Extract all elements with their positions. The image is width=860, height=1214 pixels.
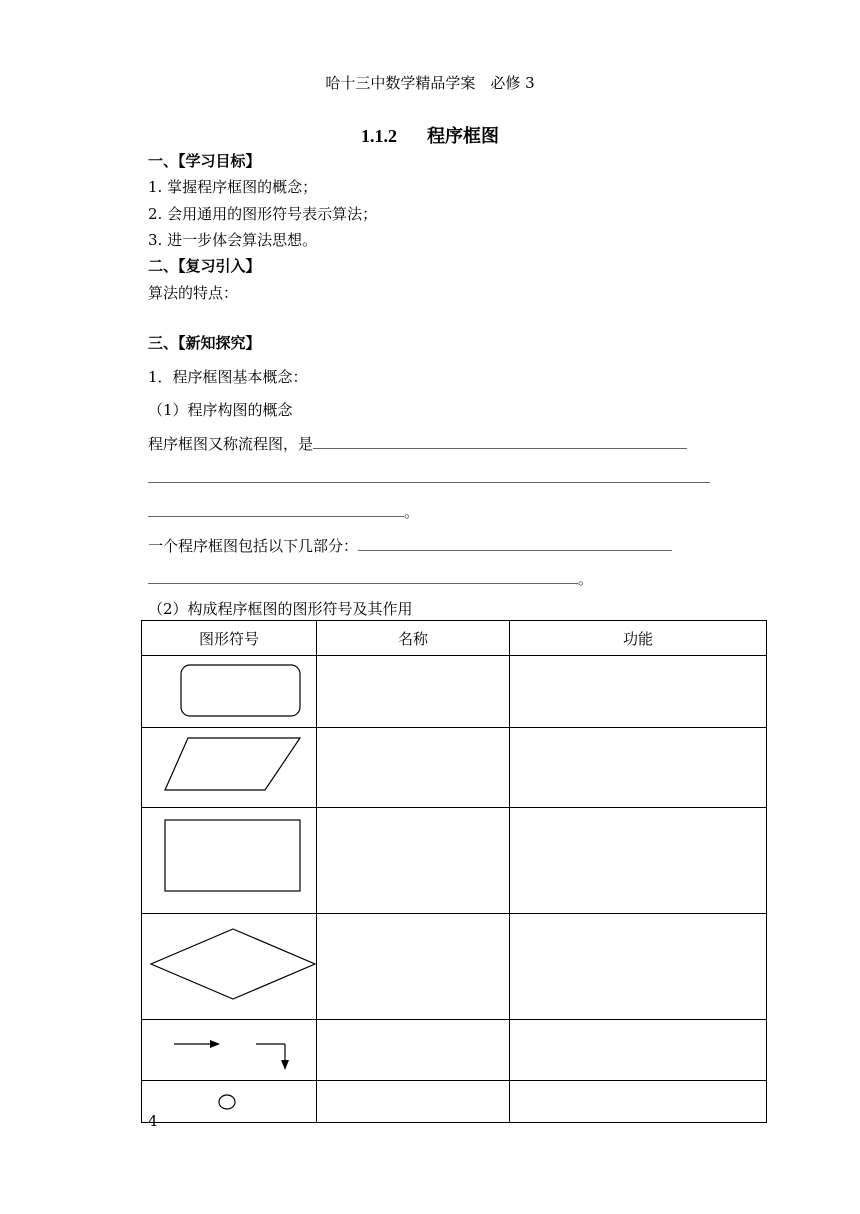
table-row (142, 808, 767, 914)
terminal-symbol-icon (142, 656, 316, 723)
fill-blank-1[interactable] (313, 434, 687, 449)
flowchart-parts-line (148, 535, 672, 556)
table-row (142, 728, 767, 808)
period-2: 。 (578, 570, 594, 588)
symbol-cell (142, 808, 317, 914)
fill-blank-line-5 (148, 568, 593, 589)
page-number: 4 (148, 1112, 158, 1130)
name-cell[interactable] (317, 914, 510, 1020)
table-row (142, 1020, 767, 1081)
symbol-cell (142, 1020, 317, 1081)
fill-blank-5[interactable] (148, 569, 578, 584)
flowchart-definition-label: 程序框图又称流程图，是 (148, 435, 314, 453)
header-function: 功能 (510, 621, 767, 656)
header-name: 名称 (317, 621, 510, 656)
fill-blank-4[interactable] (358, 536, 672, 551)
fill-blank-line-3 (148, 501, 419, 522)
fill-blank-line-2 (148, 468, 710, 487)
table-row (142, 1081, 767, 1123)
name-cell[interactable] (317, 1081, 510, 1123)
symbol-cell (142, 728, 317, 808)
section-3-heading: 三、【新知探究】 (148, 334, 261, 352)
objective-item-3: 3. 进一步体会算法思想。 (148, 231, 318, 249)
table-row (142, 914, 767, 1020)
flowchart-parts-label: 一个程序框图包括以下几部分： (148, 537, 359, 555)
function-cell[interactable] (510, 1020, 767, 1081)
decision-symbol-icon (142, 914, 316, 1015)
concept-sub-1: （1）程序构图的概念 (148, 401, 293, 419)
section-1-heading: 一、【学习目标】 (148, 152, 261, 170)
objective-item-2: 2. 会用通用的图形符号表示算法； (148, 205, 378, 223)
period-1: 。 (404, 503, 420, 521)
connector-symbol-icon (142, 1081, 316, 1118)
process-symbol-icon (142, 808, 316, 909)
review-text: 算法的特点： (148, 284, 239, 302)
fill-blank-3[interactable] (148, 502, 404, 517)
title-text: 程序框图 (427, 126, 499, 147)
page-header: 哈十三中数学精品学案 必修 3 (325, 74, 535, 92)
page-title (0, 122, 860, 148)
flowchart-definition-line (148, 433, 687, 454)
name-cell[interactable] (317, 728, 510, 808)
section-2-heading: 二、【复习引入】 (148, 257, 261, 275)
table-row (142, 656, 767, 728)
header-symbol: 图形符号 (142, 621, 317, 656)
title-number: 1.1.2 (361, 126, 397, 146)
name-cell[interactable] (317, 808, 510, 914)
function-cell[interactable] (510, 808, 767, 914)
name-cell[interactable] (317, 1020, 510, 1081)
objective-item-1: 1. 掌握程序框图的概念； (148, 178, 318, 196)
symbol-table (141, 620, 767, 1123)
name-cell[interactable] (317, 656, 510, 728)
symbol-cell (142, 656, 317, 728)
symbol-cell (142, 914, 317, 1020)
fill-blank-2[interactable] (148, 468, 710, 483)
symbol-cell (142, 1081, 317, 1123)
function-cell[interactable] (510, 914, 767, 1020)
table-header-row (142, 621, 767, 656)
concept-item-1: 1．程序框图基本概念： (148, 368, 308, 386)
flow-line-arrows-icon (142, 1020, 316, 1076)
function-cell[interactable] (510, 656, 767, 728)
function-cell[interactable] (510, 728, 767, 808)
input-output-symbol-icon (142, 728, 316, 803)
function-cell[interactable] (510, 1081, 767, 1123)
concept-sub-2: （2）构成程序框图的图形符号及其作用 (148, 600, 413, 618)
